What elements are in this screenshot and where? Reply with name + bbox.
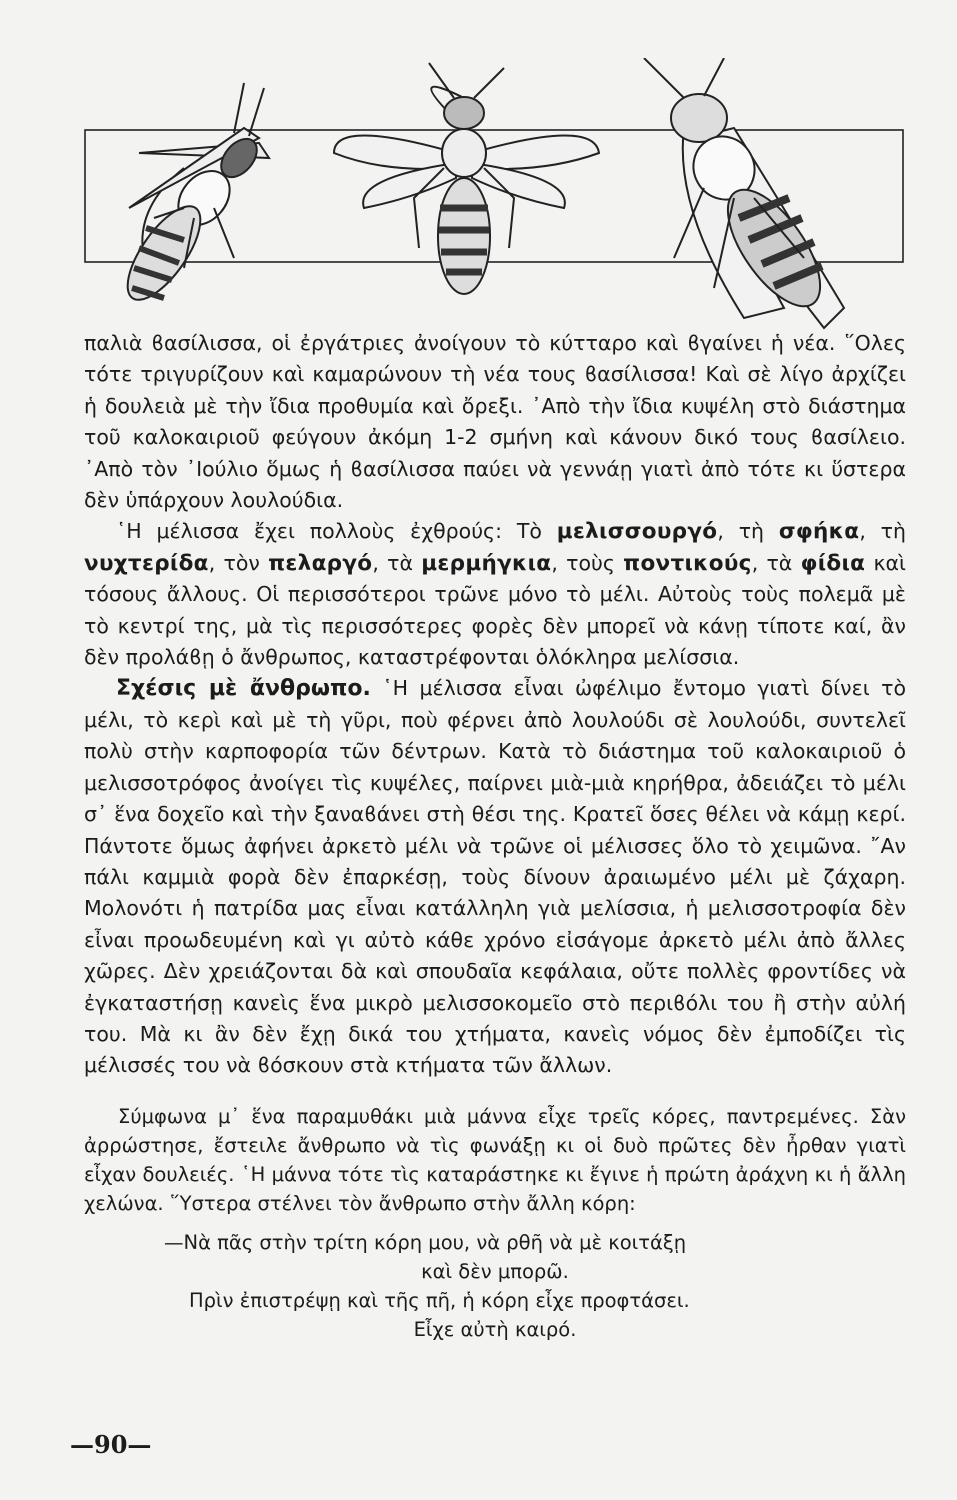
enemy-term: νυχτερίδα [84, 550, 209, 576]
enemy-term: μερμήγκια [421, 550, 552, 576]
queen-bee-drawing [114, 83, 269, 311]
enemy-term: ποντικούς [623, 550, 752, 576]
paragraph-enemies: ῾Η μέλισσα ἔχει πολλοὺς ἐχθρούς: Τὸ μελισσουργό, τὴ σφήκα, τὴ νυχτερίδα, τὸν πελαργό, τὰ μερμήγκια, τοὺς ποντικούς, τὰ φίδια καὶ τόσους ἄλλους. Οἱ περισσότεροι τρῶνε μόνο τὸ μέλι. Αὐτοὺς τοὺς πολεμᾶ μὲ τὸ κεντρί της, μὰ τὶς περισσότερες φορὲς δὲν μπορεῖ νὰ κάνῃ τίποτε καί, ἂν δὲν προλάϐῃ ὁ ἄνθρωπος, καταστρέφονται ὁλόκληρα μελίσσια. [84, 519, 906, 670]
story-line: Πρὶν ἐπιστρέψῃ καὶ τῆς πῆ, ἡ κόρη εἶχε προφτάσει. [189, 1288, 690, 1312]
enemy-term: μελισσουργό [556, 519, 718, 545]
enemy-term: σφήκα [778, 519, 860, 545]
drone-bee-drawing [644, 58, 844, 328]
page-number: —90— [70, 1430, 152, 1459]
section-heading: Σχέσις μὲ ἄνθρωπο. [116, 676, 371, 702]
story-paragraph: Σύμφωνα μ᾿ ἕνα παραμυθάκι μιὰ μάννα εἶχε τρεῖς κόρες, παντρεμένες. Σὰν ἀρρώστησε, ἔστειλε ἄνθρωπο νὰ τὶς φωνάξῃ κι οἱ δυὸ πρῶτες δὲν ἦρθαν γιατὶ εἶχαν δουλειές. ῾Η μάννα τότε τὶς καταράστηκε κι ἔγινε ἡ πρώτη ἀράχνη κι ἡ ἄλλη χελώνα. ῞Υστερα στέλνει τὸν ἄνθρωπο στὴν ἄλλη κόρη: [84, 1104, 906, 1215]
paragraph-queen: παλιὰ ϐασίλισσα, οἱ ἐργάτριες ἀνοίγουν τὸ κύτταρο καὶ ϐγαίνει ἡ νέα. ῞Ολες τότε τριγυρίζουν καὶ καμαρώνουν τὴ νέα τους ϐασίλισσα! Καὶ σὲ λίγο ἀρχίζει ἡ δουλειὰ μὲ τὴν ἴδια προθυμία καὶ ὄρεξι. ᾿Απὸ τὴν ἴδια κυψέλη στὸ διάστημα τοῦ καλοκαιριοῦ φεύγουν ἀκόμη 1-2 σμήνη καὶ κάνουν δικό τους ϐασίλειο. ᾿Απὸ τὸν ᾿Ιούλιο ὅμως ἡ ϐασίλισσα παύει νὰ γεννάῃ γιατὶ ἀπὸ τότε κι ὕστερα δὲν ὑπάρχουν λουλούδια. [84, 331, 906, 513]
story-line: Εἶχε αὐτὴ καιρό. [413, 1317, 577, 1341]
body-text [84, 328, 906, 1344]
dialog-line: καὶ δὲν μπορῶ. [421, 1259, 569, 1283]
bee-illustration [84, 58, 904, 350]
worker-bee-drawing [334, 63, 599, 294]
enemy-term: πελαργό [268, 550, 373, 576]
enemy-term: φίδια [800, 550, 866, 576]
paragraph-relation: Σχέσις μὲ ἄνθρωπο. ῾Η μέλισσα εἶναι ὠφέλιμο ἔντομο γιατὶ δίνει τὸ μέλι, τὸ κερὶ καὶ μὲ τὴ γῦρι, ποὺ φέρνει ἀπὸ λουλούδι σὲ λουλούδι, συντελεῖ πολὺ στὴν καρποφορία τῶν δέντρων. Κατὰ τὸ διάστημα τοῦ καλοκαιριοῦ ὁ μελισσοτρόφος ἀνοίγει τὶς κυψέλες, παίρνει μιὰ-μιὰ κηρήθρα, ἀδειάζει τὸ μέλι σ᾿ ἕνα δοχεῖο καὶ τὴν ξαναϐάνει στὴ θέσι της. Κρατεῖ ὅσες θέλει νὰ κάμῃ κερί. Πάντοτε ὅμως ἀφήνει ἀρκετὸ μέλι νὰ τρῶνε οἱ μέλισσες ὅλο τὸ χειμῶνα. ῎Αν πάλι καμμιὰ φορὰ δὲν ἐπαρκέσῃ, τοὺς δίνουν ἀραιωμένο μέλι μὲ ζάχαρη. Μολονότι ἡ πατρίδα μας εἶναι κατάλληλη γιὰ μελίσσια, ἡ μελισσοτροφία δὲν εἶναι προωδευμένη καὶ γι αὐτὸ κάθε χρόνο εἰσάγομε ἀρκετὸ μέλι ἀπὸ ἄλλες χῶρες. Δὲν χρειάζονται δὰ καὶ σπουδαῖα κεφάλαια, οὔτε πολλὲς φροντίδες νὰ ἐγκαταστήσῃ κανεὶς ἕνα μικρὸ μελισσοκομεῖο στὸ περιϐόλι του ἢ στὴν αὐλή του. Μὰ κι ἂν δὲν ἔχῃ δικά του χτήματα, κανεὶς νόμος δὲν ἐμποδίζει τὶς μέλισσές του νὰ ϐόσκουν στὰ κτήματα τῶν ἄλλων. [84, 676, 907, 1078]
dialog-line: —Νὰ πᾶς στὴν τρίτη κόρη μου, νὰ ρθῆ νὰ μὲ κοιτάξῃ [164, 1230, 687, 1254]
